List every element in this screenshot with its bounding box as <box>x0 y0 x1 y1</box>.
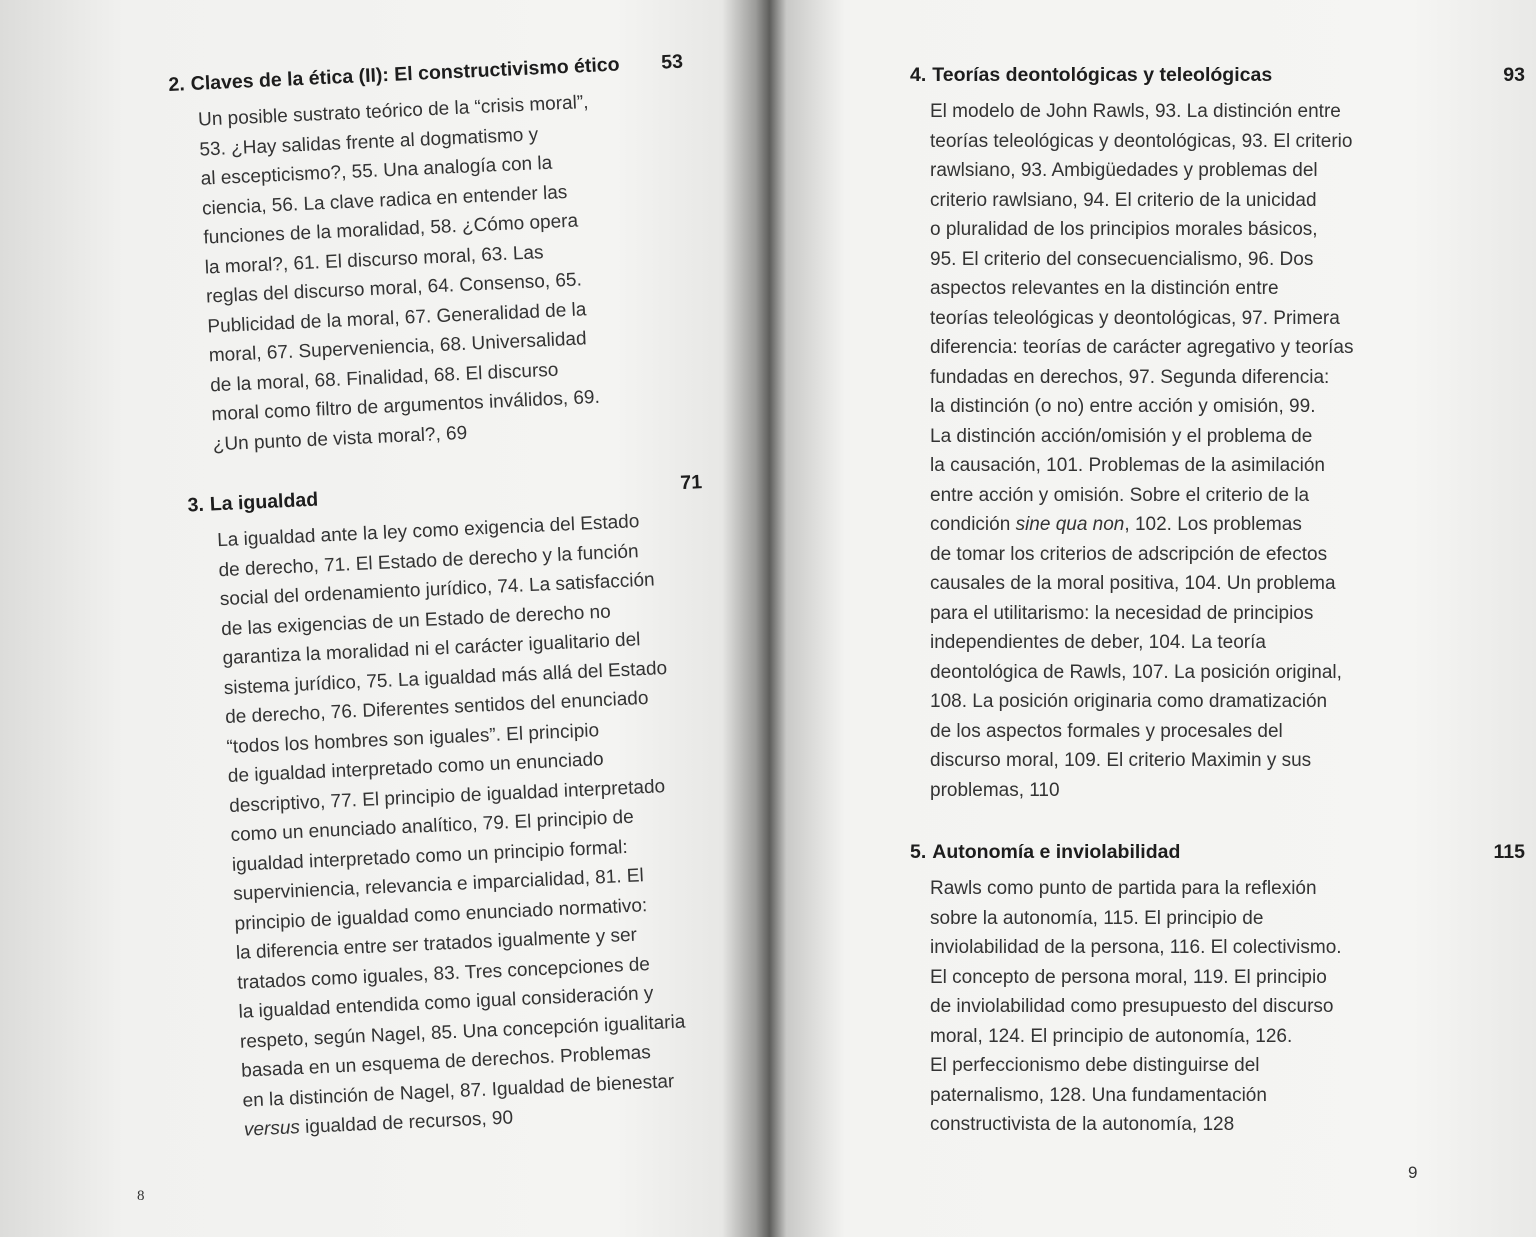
summary-line: discurso moral, 109. El criterio Maximin y sus <box>930 750 1312 771</box>
summary-line: respeto, según Nagel, 85. Una concepción igualitaria <box>239 1011 686 1053</box>
summary-line: criterio rawlsiano, 94. El criterio de la unicidad <box>930 189 1317 211</box>
chapter-title-text: Claves de la ética (II): El constructivismo ético <box>190 53 620 95</box>
chapter-summary <box>189 504 732 1146</box>
summary-line: El modelo de John Rawls, 93. La distinción entre <box>930 101 1341 122</box>
summary-line: la diferencia entre ser tratados igualmente y ser <box>235 924 638 964</box>
italic-term: versus <box>243 1117 301 1141</box>
chapter-number: 5. <box>910 841 927 863</box>
summary-line: ¿Un punto de vista moral?, 69 <box>212 422 468 455</box>
summary-line: teorías teleológicas y deontológicas, 97. Primera <box>930 307 1340 329</box>
left-toc-column <box>168 51 732 1167</box>
summary-line: moral como filtro de argumentos inválidos, 69. <box>211 386 601 426</box>
summary-line: teorías teleológicas y deontológicas, 93. El criterio <box>930 130 1353 152</box>
chapter-summary <box>169 84 700 461</box>
chapter-page-number: 71 <box>679 471 703 495</box>
chapter-title-text: Autonomía e inviolabilidad <box>932 841 1181 863</box>
summary-line: constructivista de la autonomía, 128 <box>930 1114 1235 1135</box>
summary-line: funciones de la moralidad, 58. ¿Cómo opera <box>203 210 579 249</box>
chapter-title <box>910 64 1272 87</box>
summary-line-pre: condición <box>930 514 1016 535</box>
summary-line: la moral?, 61. El discurso moral, 63. Las <box>204 241 544 279</box>
summary-line: para el utilitarismo: la necesidad de principios <box>930 602 1314 624</box>
summary-line: como un enunciado analítico, 79. El principio de <box>230 806 635 846</box>
summary-line: causales de la moral positiva, 104. Un problema <box>930 573 1336 594</box>
chapter-number: 4. <box>910 64 927 86</box>
chapter-page-number: 93 <box>1503 64 1525 86</box>
toc-chapter-5 <box>910 841 1525 1140</box>
summary-line: de tomar los criterios de adscripción de efectos <box>930 543 1328 565</box>
summary-line: la causación, 101. Problemas de la asimilación <box>930 455 1325 476</box>
summary-line: independientes de deber, 104. La teoría <box>930 632 1266 653</box>
summary-line: de inviolabilidad como presupuesto del discurso <box>930 996 1334 1017</box>
toc-chapter-3 <box>187 471 731 1146</box>
summary-line: en la distinción de Nagel, 87. Igualdad de bienestar <box>242 1070 675 1112</box>
summary-line: sistema jurídico, 75. La igualdad más allá del Estado <box>223 657 668 699</box>
right-page <box>770 0 1536 1237</box>
summary-line: social del ordenamiento jurídico, 74. La satisfacción <box>219 569 656 611</box>
summary-line-rest: igualdad de recursos, 90 <box>299 1107 514 1139</box>
summary-line: moral, 67. Superveniencia, 68. Universalidad <box>208 328 588 367</box>
chapter-page-number: 115 <box>1493 841 1525 863</box>
summary-line: inviolabilidad de la persona, 116. El colectivismo. <box>930 937 1342 958</box>
summary-line: garantiza la moralidad ni el carácter igualitario del <box>222 629 641 670</box>
page-folio: 9 <box>1408 1163 1418 1182</box>
summary-line: 108. La posición originaria como dramatización <box>930 691 1328 712</box>
summary-line: de derecho, 71. El Estado de derecho y la función <box>218 540 640 581</box>
chapter-number: 3. <box>187 493 205 517</box>
summary-line: sobre la autonomía, 115. El principio de <box>930 907 1264 929</box>
page-folio: 8 <box>137 1188 145 1204</box>
summary-line: al escepticismo?, 55. Una analogía con la <box>200 152 553 190</box>
summary-line: entre acción y omisión. Sobre el criterio de la <box>930 484 1310 506</box>
summary-line: paternalismo, 128. Una fundamentación <box>930 1084 1267 1106</box>
summary-line: principio de igualdad como enunciado normativo: <box>234 894 648 935</box>
chapter-heading <box>910 64 1525 87</box>
chapter-page-number: 53 <box>660 50 684 74</box>
summary-line: de los aspectos formales y procesales del <box>930 720 1283 742</box>
chapter-summary <box>910 97 1410 805</box>
summary-line: de derecho, 76. Diferentes sentidos del enunciado <box>224 687 649 729</box>
summary-line: problemas, 110 <box>930 779 1060 801</box>
italic-term: sine qua non <box>1015 514 1125 535</box>
chapter-title-text: La igualdad <box>209 488 319 516</box>
summary-line: reglas del discurso moral, 64. Consenso, 65. <box>205 269 583 308</box>
summary-line: La igualdad ante la ley como exigencia del Estado <box>216 511 640 552</box>
summary-line: basada en un esquema de derechos. Problemas <box>240 1042 652 1082</box>
summary-line: de igualdad interpretado como un enunciado <box>227 748 605 787</box>
summary-line: moral, 124. El principio de autonomía, 126. <box>930 1025 1293 1047</box>
chapter-spacer <box>910 825 1410 841</box>
summary-line: “todos los hombres son iguales”. El principio <box>226 719 600 758</box>
summary-line: o pluralidad de los principios morales básicos, <box>930 219 1318 240</box>
summary-line: igualdad interpretado como un principio formal: <box>231 836 629 876</box>
summary-line: 95. El criterio del consecuencialismo, 96. Dos <box>930 248 1314 270</box>
summary-line: descriptivo, 77. El principio de igualdad interpretado <box>228 775 666 817</box>
summary-line: diferencia: teorías de carácter agregativo y teorías <box>930 337 1354 358</box>
left-page <box>0 0 760 1237</box>
summary-line: Un posible sustrato teórico de la “crisis moral”, <box>197 91 589 131</box>
summary-line: El perfeccionismo debe distinguirse del <box>930 1055 1260 1076</box>
toc-chapter-2 <box>168 51 700 461</box>
summary-line: deontológica de Rawls, 107. La posición original, <box>930 661 1342 683</box>
summary-line: El concepto de persona moral, 119. El principio <box>930 966 1327 988</box>
chapter-heading <box>910 841 1525 864</box>
summary-line: tratados como iguales, 83. Tres concepciones de <box>236 953 651 994</box>
chapter-title <box>187 489 319 518</box>
chapter-title-text: Teorías deontológicas y teleológicas <box>932 64 1273 86</box>
summary-line: superviniencia, relevancia e imparcialidad, 81. El <box>232 865 645 905</box>
chapter-title <box>910 841 1180 864</box>
summary-line: de la moral, 68. Finalidad, 68. El discurso <box>209 359 559 396</box>
summary-line: La distinción acción/omisión y el problema de <box>930 425 1313 447</box>
summary-line: la distinción (o no) entre acción y omisión, 99. <box>930 396 1316 417</box>
summary-line <box>930 510 1410 540</box>
summary-line: rawlsiano, 93. Ambigüedades y problemas del <box>930 160 1318 181</box>
toc-chapter-4 <box>910 64 1525 805</box>
summary-line: Rawls como punto de partida para la reflexión <box>930 878 1317 899</box>
summary-line: ciencia, 56. La clave radica en entender las <box>201 181 568 220</box>
summary-line: fundadas en derechos, 97. Segunda diferencia: <box>930 366 1330 388</box>
chapter-number: 2. <box>168 73 186 96</box>
summary-line: aspectos relevantes en la distinción entre <box>930 278 1279 299</box>
summary-line: de las exigencias de un Estado de derecho no <box>220 600 612 640</box>
summary-line: la igualdad entendida como igual consideración y <box>238 982 654 1023</box>
summary-line-post: , 102. Los problemas <box>1124 514 1302 535</box>
chapter-summary <box>910 874 1410 1140</box>
summary-line: 53. ¿Hay salidas frente al dogmatismo y <box>198 123 539 161</box>
right-toc-column <box>910 64 1525 1160</box>
summary-line: Publicidad de la moral, 67. Generalidad de la <box>207 298 587 337</box>
